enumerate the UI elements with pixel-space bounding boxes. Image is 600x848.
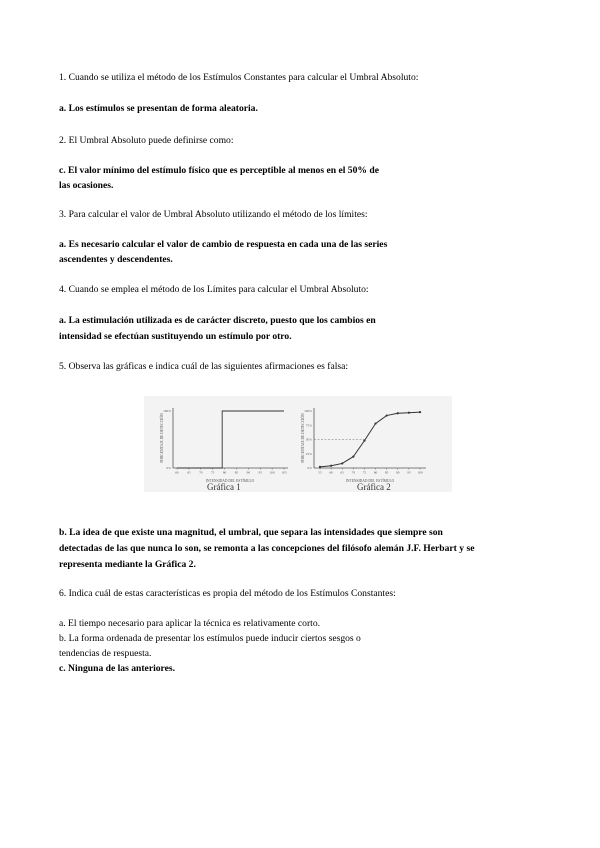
answer-4-line-1: a. La estimulación utilizada es de carácter discreto, puesto que los cambios en bbox=[59, 315, 376, 326]
graph-1-y-tick-label: 0% bbox=[166, 466, 171, 471]
answer-2-line-1: c. El valor mínimo del estímulo físico que es perceptible al menos en el 50% de bbox=[59, 165, 379, 176]
graph-1-x-tick-label: 105 bbox=[281, 470, 287, 475]
question-3: 3. Para calcular el valor de Umbral Absoluto utilizando el método de los límites: bbox=[59, 209, 368, 220]
graph-2-x-tick-label: 95 bbox=[407, 470, 411, 475]
graph-1-x-tick-label: 85 bbox=[234, 470, 239, 475]
question-5: 5. Observa las gráficas e indica cuál de las siguientes afirmaciones es falsa: bbox=[59, 361, 349, 372]
graphs-svg bbox=[144, 396, 452, 492]
graph-1-y-label: PORCENTAJE DE DETECCIÓN bbox=[160, 413, 164, 463]
answer-4-line-2: intensidad se efectúan sustituyendo un estímulo por otro. bbox=[59, 331, 292, 342]
graph-2-y-tick-label: 0% bbox=[307, 466, 312, 471]
graph-2-data-point bbox=[374, 422, 376, 424]
graph-2-x-label: INTENSIDAD DEL ESTÍMULO bbox=[345, 479, 395, 483]
graph-2-y-tick-label: 100% bbox=[304, 409, 312, 414]
graph-2-x-tick-label: 60 bbox=[329, 470, 333, 475]
graph-1-x-tick-label: 95 bbox=[258, 470, 262, 475]
graph-2-caption: Gráfica 2 bbox=[357, 482, 391, 492]
graph-1-x-tick-label: 90 bbox=[246, 470, 251, 475]
graph-2-y-tick-label: 50% bbox=[305, 437, 312, 442]
graph-2-x-tick-label: 80 bbox=[373, 470, 378, 475]
graph-1-x-tick-label: 65 bbox=[187, 470, 191, 475]
graph-1-x-label: INTENSIDAD DEL ESTÍMULO bbox=[205, 479, 255, 483]
answer-1: a. Los estímulos se presentan de forma aleatoria. bbox=[59, 103, 258, 114]
graph-2-data-point bbox=[386, 414, 388, 416]
graph-2-x-tick-label: 65 bbox=[340, 470, 344, 475]
graph-2-x-tick-label: 100 bbox=[417, 470, 423, 475]
graph-1-series-line bbox=[177, 411, 284, 468]
answer-5-line-1: b. La idea de que existe una magnitud, el umbral, que separa las intensidades que siempre son bbox=[59, 527, 443, 538]
option-6-a: a. El tiempo necesario para aplicar la técnica es relativamente corto. bbox=[59, 618, 321, 629]
option-6-c: c. Ninguna de las anteriores. bbox=[59, 663, 176, 674]
question-1: 1. Cuando se utiliza el método de los Estímulos Constantes para calcular el Umbral Absoluto: bbox=[59, 72, 419, 83]
graph-2-data-point bbox=[397, 412, 399, 414]
graph-2-x-tick-label: 90 bbox=[396, 470, 400, 475]
graph-1-x-tick-label: 60 bbox=[175, 470, 179, 475]
question-4: 4. Cuando se emplea el método de los Límites para calcular el Umbral Absoluto: bbox=[59, 284, 369, 295]
graph-1-x-tick-label: 70 bbox=[199, 470, 203, 475]
graph-1-x-tick-label: 80 bbox=[222, 470, 227, 475]
graph-1-y-tick-label: 100% bbox=[163, 409, 171, 414]
graph-2-data-point bbox=[341, 462, 343, 464]
graph-2-data-point bbox=[352, 456, 354, 458]
question-6: 6. Indica cuál de estas características es propia del método de los Estímulos Constantes: bbox=[59, 588, 396, 599]
answer-5-line-2: detectadas de las que nunca lo son, se remonta a las concepciones del filósofo alemán J.F. Herbart y se bbox=[59, 543, 475, 554]
graph-2-x-tick-label: 85 bbox=[384, 470, 389, 475]
question-2: 2. El Umbral Absoluto puede definirse como: bbox=[59, 135, 234, 146]
answer-3-line-2: ascendentes y descendentes. bbox=[59, 254, 173, 265]
graph-2-y-label: PORCENTAJE DE DETECCIÓN bbox=[301, 413, 305, 463]
option-6-b-line-2: tendencias de respuesta. bbox=[59, 648, 152, 659]
graph-2-x-tick-label: 70 bbox=[351, 470, 356, 475]
graph-1-x-tick-label: 75 bbox=[210, 470, 215, 475]
answer-5-line-3: representa mediante la Gráfica 2. bbox=[59, 559, 196, 570]
graph-2-y-tick-label: 75% bbox=[305, 423, 312, 428]
graph-2-data-point bbox=[419, 411, 421, 413]
graph-1-x-tick-label: 100 bbox=[269, 470, 275, 475]
answer-3-line-1: a. Es necesario calcular el valor de cambio de respuesta en cada una de las series bbox=[59, 239, 388, 250]
answer-2-line-2: las ocasiones. bbox=[59, 180, 114, 191]
figure-graphs bbox=[144, 396, 452, 492]
graph-2-x-tick-label: 55 bbox=[318, 470, 322, 475]
graph-2-data-point bbox=[408, 412, 410, 414]
graph-1 bbox=[159, 408, 288, 483]
graph-2-data-point bbox=[330, 465, 332, 467]
graph-1-caption: Gráfica 1 bbox=[207, 482, 241, 492]
graph-2-data-point bbox=[319, 466, 321, 468]
graph-2-x-tick-label: 75 bbox=[362, 470, 367, 475]
graph-2-y-tick-label: 25% bbox=[305, 451, 312, 456]
option-6-b-line-1: b. La forma ordenada de presentar los estímulos puede inducir ciertos sesgos o bbox=[59, 633, 361, 644]
graph-2-data-point bbox=[363, 440, 365, 442]
graph-2 bbox=[300, 408, 426, 483]
